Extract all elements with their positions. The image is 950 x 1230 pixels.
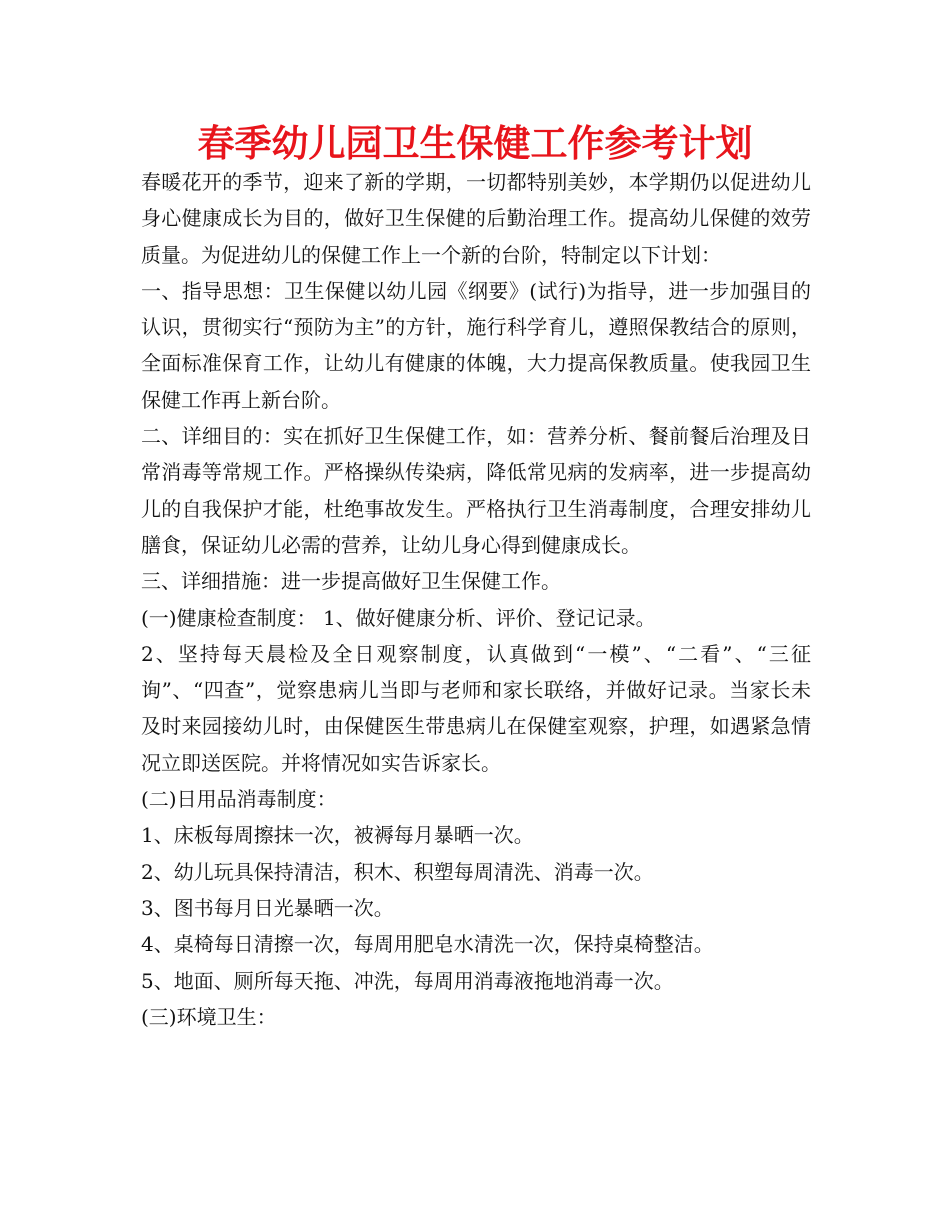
- paragraph-guiding-thought: 一、指导思想：卫生保健以幼儿园《纲要》(试行)为指导，进一步加强目的认识，贯彻实行“预防为主”的方针，施行科学育儿，遵照保教结合的原则，全面标准保育工作，让幼儿有健康的体魄，大力提高保教质量。使我园卫生保健工作再上新台阶。: [141, 278, 811, 412]
- paragraph-health-check: (一)健康检查制度： 1、做好健康分析、评价、登记记录。: [141, 605, 656, 630]
- paragraph-detailed-goals: 二、详细目的：实在抓好卫生保健工作，如：营养分析、餐前餐后治理及日常消毒等常规工作。严格操纵传染病，降低常见病的发病率，进一步提高幼儿的自我保护才能，杜绝事故发生。严格执行卫生消毒制度，合理安排幼儿膳食，保证幼儿必需的营养，让幼儿身心得到健康成长。: [141, 424, 811, 557]
- list-item: 1、床板每周擦抹一次，被褥每月暴晒一次。: [141, 823, 534, 848]
- list-item: 5、地面、厕所每天拖、冲洗，每周用消毒液拖地消毒一次。: [141, 968, 674, 993]
- paragraph-intro: 春暖花开的季节，迎来了新的学期，一切都特别美妙，本学期仍以促进幼儿身心健康成长为目的，做好卫生保健的后勤治理工作。提高幼儿保健的效劳质量。为促进幼儿的保健工作上一个新的台阶，特制定以下计划：: [141, 170, 811, 267]
- paragraph-environment-heading: (三)环境卫生：: [141, 1004, 277, 1029]
- paragraph-detailed-measures: 三、详细措施：进一步提高做好卫生保健工作。: [141, 569, 561, 594]
- list-item: 3、图书每月日光暴晒一次。: [141, 895, 394, 920]
- paragraph-morning-check: 2、坚持每天晨检及全日观察制度，认真做到“一模”、“二看”、“三征询”、“四查”，觉察患病儿当即与老师和家长联络，并做好记录。当家长未及时来园接幼儿时，由保健医生带患病儿在保健室观察，护理，如遇紧急情况立即送医院。并将情况如实告诉家长。: [141, 641, 811, 775]
- list-item: 2、幼儿玩具保持清洁，积木、积塑每周清洗、消毒一次。: [141, 859, 654, 884]
- paragraph-disinfection-heading: (二)日用品消毒制度：: [141, 787, 337, 812]
- document-title: 春季幼儿园卫生保健工作参考计划: [197, 122, 753, 165]
- document-body: [141, 164, 811, 1035]
- list-item: 4、桌椅每日清擦一次，每周用肥皂水清洗一次，保持桌椅整洁。: [141, 932, 714, 957]
